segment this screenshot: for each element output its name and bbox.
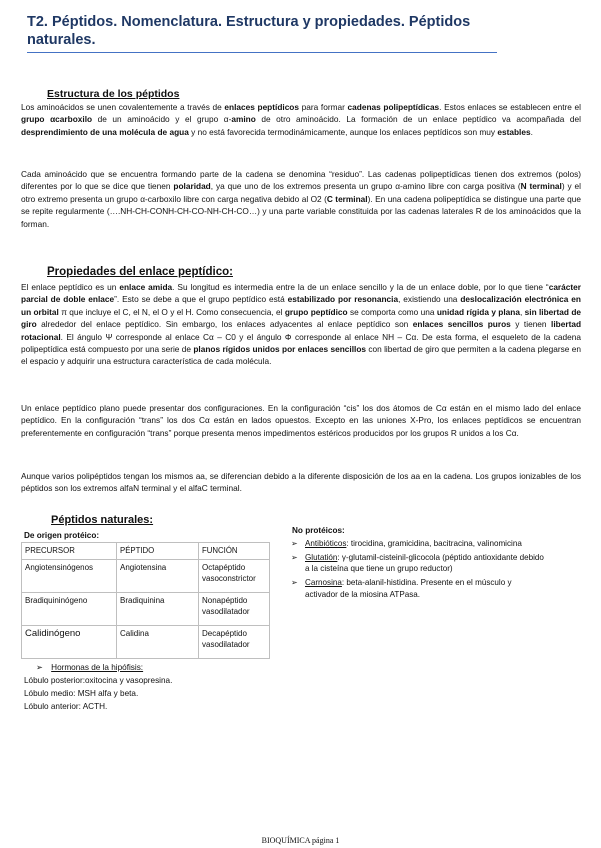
bold-term: enlace amida: [119, 282, 173, 292]
page-footer: BIOQUÍMICA página 1: [261, 836, 340, 845]
table-cell: Calidina: [117, 626, 199, 659]
heading-naturales: Péptidos naturales:: [51, 514, 154, 526]
bold-term: C terminal: [326, 193, 368, 204]
heading-estructura: Estructura de los péptidos: [47, 88, 180, 100]
proteico-label: De origen protéico:: [24, 531, 100, 540]
bold-term: deslocalización electrónica en un orbital: [21, 294, 581, 317]
bold-term: cadenas polipeptídicas: [347, 102, 440, 112]
bold-term: grupo peptídico: [284, 306, 348, 317]
list-item-term: Antibióticos: [305, 539, 347, 548]
bold-term: planos rígidos unidos por enlaces sencillos: [193, 344, 367, 355]
bold-term: sin libertad de giro: [21, 306, 582, 330]
bold-term: carácter parcial de doble enlace: [21, 282, 581, 305]
table-header-row: [22, 543, 270, 560]
table-row: [22, 593, 270, 626]
no-proteicos-list: [291, 536, 546, 601]
table-cell: Bradiquininógeno: [22, 593, 117, 626]
list-item-text: : tirocidina, gramicidina, bacitracina, valinomicina: [346, 539, 522, 548]
bold-term: estabilizado por resonancia: [287, 294, 399, 305]
arrow-bullet-icon: ➢: [291, 539, 298, 548]
bold-term: N terminal: [520, 181, 562, 192]
list-item: [291, 552, 546, 575]
table-header: FUNCIÓN: [199, 543, 270, 560]
table-row: [22, 626, 270, 659]
estructura-paragraph-2: Cada aminoácido que se encuentra formando parte de la cadena se denomina “residuo”. Las cadenas polipeptídicas tienen dos extremos (polos) diferentes por lo que se dice que tienen polaridad, ya que uno de los extremos presenta un grupo α-amino libre con carga positiva (N terminal) y el otro extremo presenta un grupo α-carboxilo libre con carga negativa debido al O2 (C terminal). En una cadena polipeptídica se distingue una parte que se repite regularmente (….NH-CH-CONH-CH-CO-NH-CH-CO…) y una parte variable constituida por las cadenas laterales R de los aminoácidos que la forman.: [21, 169, 582, 229]
table-row: [22, 560, 270, 593]
bold-term: grupo αcarboxilo: [21, 114, 93, 125]
table-cell: Angiotensinógenos: [22, 560, 117, 593]
table-cell: Octapéptido vasoconstrictor: [199, 560, 270, 593]
list-item-term: Carnosina: [305, 578, 342, 588]
no-proteicos-label: No protéicos:: [292, 526, 345, 535]
table-cell: Nonapéptido vasodilatador: [199, 593, 270, 626]
list-item: [291, 577, 546, 600]
arrow-bullet-icon: ➢: [36, 663, 43, 672]
heading-propiedades: Propiedades del enlace peptídico:: [47, 266, 233, 278]
estructura-paragraph-1: Los aminoácidos se unen covalentemente a través de enlaces peptídicos para formar cadenas polipeptídicas. Estos enlaces se establecen entre el grupo αcarboxilo de un aminoácido y el grupo α-amino de otro aminoácido. La formación de un enlace peptídico va acompañada del desprendimiento de una molécula de agua y no está favorecida termodinámicamente, aunque los enlaces peptídicos son muy estables.: [21, 102, 581, 137]
list-item-text: : γ-glutamil-cisteinil-glicocola (péptido antioxidante debido a la cisteína que tiene un grupo reductor): [305, 552, 544, 574]
bold-term: polaridad: [173, 181, 211, 192]
table-cell: Calidinógeno: [22, 626, 117, 659]
table-cell: Bradiquinina: [117, 593, 199, 626]
bold-term: desprendimiento de una molécula de agua: [21, 126, 189, 137]
propiedades-paragraph-1: El enlace peptídico es un enlace amida. Su longitud es intermedia entre la de un enlace sencillo y la de un enlace doble, por lo que tiene “carácter parcial de doble enlace”. Esto se debe a que el grupo peptídico está estabilizado por resonancia, existiendo una deslocalización electrónica en un orbital π que incluye el C, el N, el O y el H. Como consecuencia, el grupo peptídico se comporta como una unidad rígida y plana, sin libertad de giro alrededor del enlace peptídico. Sin embargo, los enlaces adyacentes al enlace peptídico son enlaces sencillos puros y tienen libertad rotacional. El ángulo Ψ corresponde al enlace Cα – C0 y el ángulo Φ corresponde al enlace NH – Cα. De esta forma, el esqueleto de la cadena polipeptídica está compuesto por una serie de planos rígidos unidos por enlaces sencillos con libertad de giro que permiten a la cadena plegarse en el espacio y adquirir una estructura característica de cada molécula.: [21, 282, 582, 367]
table-header: PÉPTIDO: [117, 543, 199, 560]
bold-term: unidad rígida y plana: [436, 306, 520, 317]
page-title: T2. Péptidos. Nomenclatura. Estructura y propiedades. Péptidos naturales.: [27, 13, 497, 53]
propiedades-paragraph-2: Un enlace peptídico plano puede presentar dos configuraciones. En la configuración “cis” los dos átomos de Cα están en el mismo lado del enlace peptídico. En la configuración “trans” los dos Cα están en lados opuestos. Excepto en las uniones X-Pro, los enlaces peptídicos se encuentran preferentemente en configuración “trans” porque presenta menos impedimentos estéricos producidos por los grupos R unidos a los Cα.: [21, 403, 581, 438]
table-cell: Decapéptido vasodilatador: [199, 626, 270, 659]
list-item-text: : beta-alanil-histidina. Presente en el músculo y activador de la miosina ATPasa.: [305, 578, 512, 599]
table-header: PRECURSOR: [22, 543, 117, 560]
bold-term: enlaces peptídicos: [224, 102, 299, 112]
bold-term: estables: [497, 126, 531, 137]
bold-term: amino: [231, 114, 256, 125]
arrow-bullet-icon: ➢: [291, 552, 298, 562]
hormonas-label: Hormonas de la hipófisis:: [51, 663, 144, 672]
hormona-item: Lóbulo anterior: ACTH.: [24, 702, 108, 711]
hormonas-heading: [36, 662, 143, 674]
arrow-bullet-icon: ➢: [291, 578, 298, 588]
list-item: [291, 538, 546, 550]
hormona-item: Lóbulo medio: MSH alfa y beta.: [24, 689, 139, 698]
hormona-item: Lóbulo posterior:oxitocina y vasopresina.: [24, 676, 173, 685]
list-item-term: Glutatión: [305, 552, 338, 562]
table-cell: Angiotensina: [117, 560, 199, 593]
propiedades-paragraph-3: Aunque varios polipéptidos tengan los mismos aa, se diferencian debido a la diferente disposición de los aa en la cadena. Los grupos ionizables de los péptidos son los extremos alfaN terminal y el alfaC terminal.: [21, 471, 581, 494]
bold-term: enlaces sencillos puros: [412, 319, 511, 330]
bold-term: libertad rotacional: [21, 319, 582, 342]
peptide-table: [21, 542, 270, 659]
